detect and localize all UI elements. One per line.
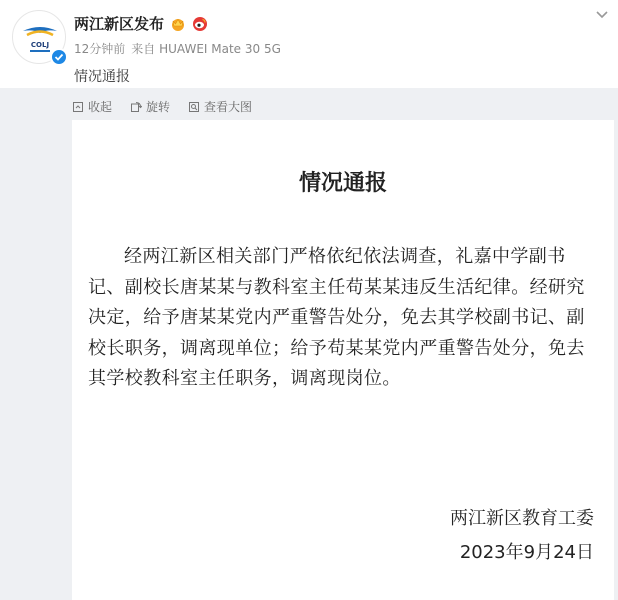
- notice-body: 经两江新区相关部门严格依纪依法调查，礼嘉中学副书记、副校长唐某某与教科室主任苟某某违反生活纪律。经研究决定，给予唐某某党内严重警告处分，免去其学校副书记、副校长职务，调离现单位；给予苟某某党内严重警告处分，免去其学校教科室主任职务，调离现岗位。: [88, 246, 585, 389]
- image-toolbar: [72, 98, 252, 115]
- collapse-icon: [72, 101, 84, 113]
- rotate-button[interactable]: [130, 98, 170, 115]
- view-large-icon: [188, 101, 200, 113]
- weibo-badge-icon[interactable]: [192, 16, 208, 32]
- crown-badge-icon[interactable]: [170, 16, 186, 32]
- collapse-label: 收起: [88, 100, 113, 114]
- post-meta: [74, 40, 281, 57]
- notice-image[interactable]: [72, 120, 614, 600]
- post-source: 来自 HUAWEI Mate 30 5G: [131, 42, 281, 56]
- view-large-button[interactable]: [188, 98, 252, 115]
- collapse-button[interactable]: [72, 98, 112, 115]
- notice-signer: 两江新区教育工委: [450, 508, 594, 529]
- chevron-down-icon[interactable]: [594, 6, 610, 22]
- avatar[interactable]: [12, 10, 66, 64]
- rotate-label: 旋转: [146, 100, 171, 114]
- name-row: [74, 13, 208, 34]
- avatar-logo-text: COLJ: [30, 41, 50, 49]
- post-text: 情况通报: [74, 69, 130, 85]
- check-icon: [54, 52, 64, 62]
- post-time[interactable]: 12分钟前: [74, 42, 126, 56]
- post-header: [0, 0, 618, 88]
- notice-date: 2023年9月24日: [459, 542, 594, 563]
- notice-title: 情况通报: [298, 171, 387, 196]
- verified-badge: [50, 48, 68, 66]
- rotate-icon: [130, 101, 142, 113]
- view-large-label: 查看大图: [204, 100, 253, 114]
- account-name[interactable]: 两江新区发布: [74, 15, 165, 33]
